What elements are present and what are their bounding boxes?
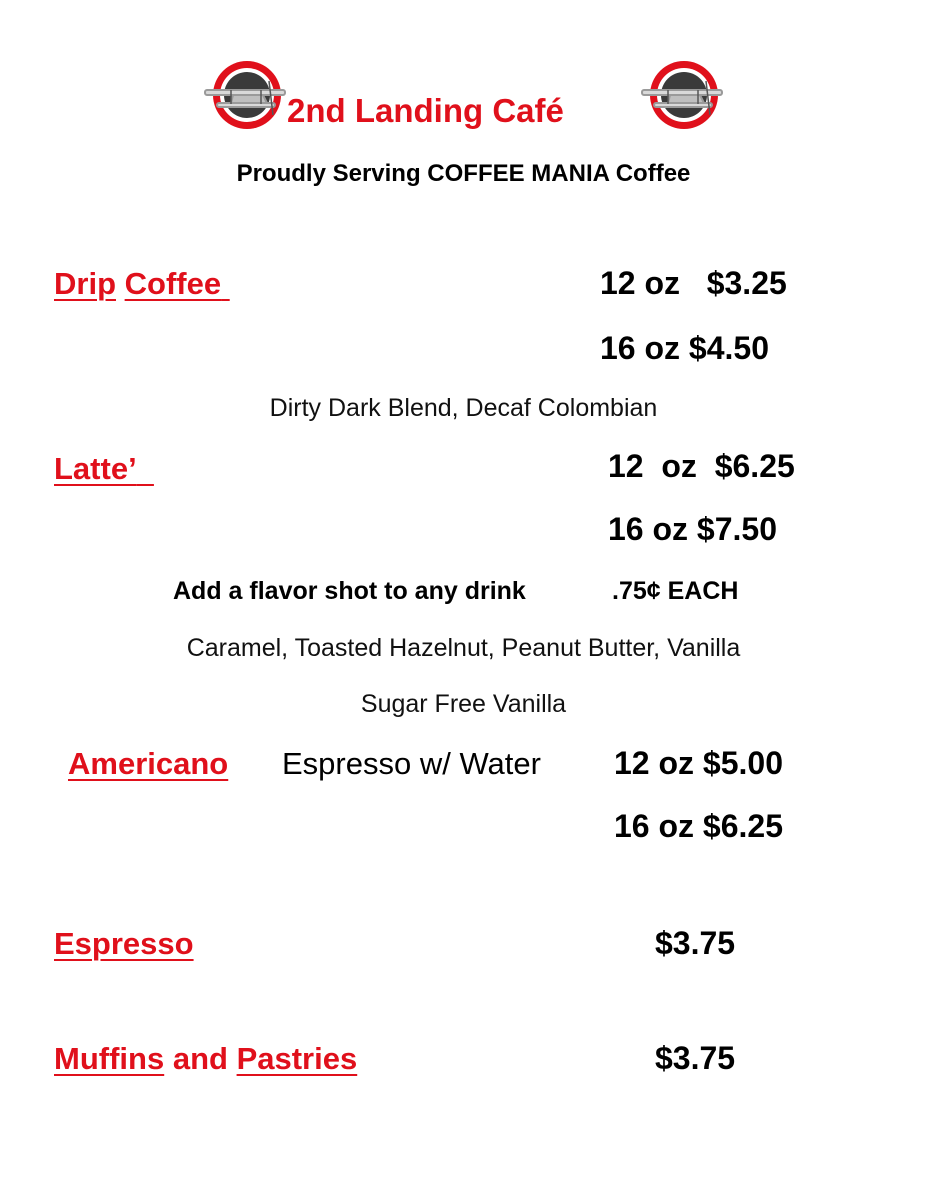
menu-item-americano (68, 746, 228, 782)
flavor-shot-label: Add a flavor shot to any drink (173, 577, 526, 605)
menu-item-espresso (54, 926, 194, 962)
biplane-logo-icon (640, 57, 724, 133)
item-name-word: Drip (54, 266, 116, 301)
americano-description: Espresso w/ Water (282, 746, 541, 781)
drip-price-12oz: 12 oz $3.25 (600, 265, 787, 301)
page-subtitle: Proudly Serving COFFEE MANIA Coffee (236, 160, 691, 187)
flavor-options-extra: Sugar Free Vanilla (360, 690, 567, 718)
americano-price-16oz: 16 oz $6.25 (614, 808, 783, 844)
item-name-word: Coffee (124, 266, 222, 301)
menu-item-muffins-pastries (54, 1041, 357, 1077)
drip-blends: Dirty Dark Blend, Decaf Colombian (269, 394, 658, 422)
item-name: Americano (68, 746, 229, 781)
item-name-word: and (172, 1041, 228, 1076)
menu-item-latte (54, 451, 154, 487)
item-name: Latte’ (54, 451, 137, 486)
biplane-logo-icon (203, 57, 287, 133)
americano-price-12oz: 12 oz $5.00 (614, 745, 783, 781)
latte-price-12oz: 12 oz $6.25 (608, 448, 795, 484)
menu-item-drip-coffee (54, 266, 230, 302)
flavor-shot-price: .75¢ EACH (612, 577, 739, 605)
page-title: 2nd Landing Café (287, 92, 564, 129)
latte-price-16oz: 16 oz $7.50 (608, 511, 777, 547)
item-name: Espresso (54, 926, 194, 961)
item-name-word: Pastries (236, 1041, 358, 1076)
pastries-price: $3.75 (655, 1040, 736, 1076)
item-name-word: Muffins (54, 1041, 165, 1076)
drip-price-16oz: 16 oz $4.50 (600, 330, 769, 366)
espresso-price: $3.75 (655, 925, 736, 961)
flavor-options: Caramel, Toasted Hazelnut, Peanut Butter, Vanilla (186, 634, 741, 662)
